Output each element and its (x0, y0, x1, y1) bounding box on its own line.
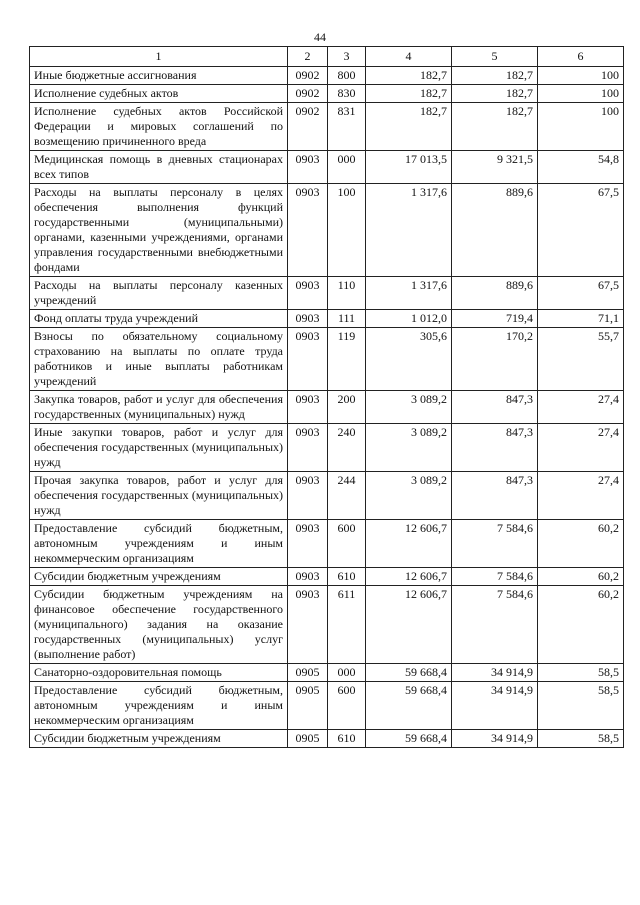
column-header: 4 (366, 47, 452, 67)
execution-percent-cell: 55,7 (538, 328, 624, 391)
table-body (30, 67, 624, 748)
table-row (30, 568, 624, 586)
plan-amount-cell: 12 606,7 (366, 520, 452, 568)
section-code-cell: 0905 (288, 682, 328, 730)
expense-type-cell: 610 (328, 730, 366, 748)
section-code-cell: 0903 (288, 568, 328, 586)
plan-amount-cell: 17 013,5 (366, 151, 452, 184)
row-name-cell: Прочая закупка товаров, работ и услуг для обеспечения государственных (муниципальных) нужд (30, 472, 288, 520)
row-name-cell: Медицинская помощь в дневных стационарах всех типов (30, 151, 288, 184)
row-name-cell: Санаторно-оздоровительная помощь (30, 664, 288, 682)
actual-amount-cell: 889,6 (452, 277, 538, 310)
table-row (30, 586, 624, 664)
expense-type-cell: 244 (328, 472, 366, 520)
row-name-cell: Предоставление субсидий бюджетным, автономным учреждениям и иным некоммерческим организациям (30, 682, 288, 730)
section-code-cell: 0903 (288, 424, 328, 472)
execution-percent-cell: 100 (538, 103, 624, 151)
section-code-cell: 0903 (288, 277, 328, 310)
execution-percent-cell: 27,4 (538, 424, 624, 472)
expense-type-cell: 600 (328, 520, 366, 568)
expense-type-cell: 110 (328, 277, 366, 310)
execution-percent-cell: 27,4 (538, 472, 624, 520)
row-name-cell: Субсидии бюджетным учреждениям на финансовое обеспечение государственного (муниципального) задания на оказание государственных (муниципальных) услуг (выполнение работ) (30, 586, 288, 664)
table-row (30, 103, 624, 151)
actual-amount-cell: 34 914,9 (452, 730, 538, 748)
table-row (30, 472, 624, 520)
execution-percent-cell: 100 (538, 85, 624, 103)
row-name-cell: Субсидии бюджетным учреждениям (30, 730, 288, 748)
actual-amount-cell: 182,7 (452, 67, 538, 85)
section-code-cell: 0905 (288, 664, 328, 682)
expense-type-cell: 611 (328, 586, 366, 664)
actual-amount-cell: 7 584,6 (452, 568, 538, 586)
section-code-cell: 0902 (288, 103, 328, 151)
row-name-cell: Предоставление субсидий бюджетным, автономным учреждениям и иным некоммерческим организациям (30, 520, 288, 568)
execution-percent-cell: 58,5 (538, 664, 624, 682)
table-row (30, 664, 624, 682)
expense-type-cell: 600 (328, 682, 366, 730)
section-code-cell: 0903 (288, 184, 328, 277)
plan-amount-cell: 59 668,4 (366, 730, 452, 748)
row-name-cell: Иные закупки товаров, работ и услуг для обеспечения государственных (муниципальных) нужд (30, 424, 288, 472)
execution-percent-cell: 27,4 (538, 391, 624, 424)
execution-percent-cell: 67,5 (538, 184, 624, 277)
execution-percent-cell: 58,5 (538, 730, 624, 748)
row-name-cell: Расходы на выплаты персоналу в целях обеспечения выполнения функций государственными (муниципальными) органами, казенными учреждениями, органами управления государственными внебюджетными фондами (30, 184, 288, 277)
expense-type-cell: 831 (328, 103, 366, 151)
table-row (30, 682, 624, 730)
budget-table (29, 46, 624, 748)
table-row (30, 424, 624, 472)
row-name-cell: Закупка товаров, работ и услуг для обеспечения государственных (муниципальных) нужд (30, 391, 288, 424)
row-name-cell: Расходы на выплаты персоналу казенных учреждений (30, 277, 288, 310)
plan-amount-cell: 1 012,0 (366, 310, 452, 328)
plan-amount-cell: 59 668,4 (366, 682, 452, 730)
row-name-cell: Фонд оплаты труда учреждений (30, 310, 288, 328)
actual-amount-cell: 34 914,9 (452, 664, 538, 682)
execution-percent-cell: 60,2 (538, 520, 624, 568)
section-code-cell: 0903 (288, 520, 328, 568)
expense-type-cell: 000 (328, 151, 366, 184)
table-row (30, 184, 624, 277)
section-code-cell: 0903 (288, 328, 328, 391)
row-name-cell: Исполнение судебных актов (30, 85, 288, 103)
actual-amount-cell: 182,7 (452, 85, 538, 103)
plan-amount-cell: 3 089,2 (366, 424, 452, 472)
column-header: 5 (452, 47, 538, 67)
actual-amount-cell: 182,7 (452, 103, 538, 151)
row-name-cell: Взносы по обязательному социальному страхованию на выплаты по оплате труда работников и иные выплаты работникам учреждений (30, 328, 288, 391)
row-name-cell: Исполнение судебных актов Российской Федерации и мировых соглашений по возмещению причиненного вреда (30, 103, 288, 151)
execution-percent-cell: 58,5 (538, 682, 624, 730)
section-code-cell: 0902 (288, 67, 328, 85)
actual-amount-cell: 719,4 (452, 310, 538, 328)
table-header-row (30, 47, 624, 67)
expense-type-cell: 240 (328, 424, 366, 472)
actual-amount-cell: 7 584,6 (452, 520, 538, 568)
expense-type-cell: 800 (328, 67, 366, 85)
expense-type-cell: 100 (328, 184, 366, 277)
plan-amount-cell: 1 317,6 (366, 184, 452, 277)
expense-type-cell: 830 (328, 85, 366, 103)
row-name-cell: Иные бюджетные ассигнования (30, 67, 288, 85)
section-code-cell: 0905 (288, 730, 328, 748)
actual-amount-cell: 9 321,5 (452, 151, 538, 184)
column-header: 6 (538, 47, 624, 67)
table-row (30, 328, 624, 391)
row-name-cell: Субсидии бюджетным учреждениям (30, 568, 288, 586)
column-header: 2 (288, 47, 328, 67)
table-row (30, 520, 624, 568)
execution-percent-cell: 100 (538, 67, 624, 85)
actual-amount-cell: 34 914,9 (452, 682, 538, 730)
section-code-cell: 0903 (288, 586, 328, 664)
table-row (30, 85, 624, 103)
execution-percent-cell: 60,2 (538, 568, 624, 586)
expense-type-cell: 200 (328, 391, 366, 424)
actual-amount-cell: 847,3 (452, 391, 538, 424)
column-header: 3 (328, 47, 366, 67)
plan-amount-cell: 182,7 (366, 103, 452, 151)
section-code-cell: 0903 (288, 391, 328, 424)
actual-amount-cell: 889,6 (452, 184, 538, 277)
table-row (30, 391, 624, 424)
plan-amount-cell: 59 668,4 (366, 664, 452, 682)
execution-percent-cell: 71,1 (538, 310, 624, 328)
expense-type-cell: 111 (328, 310, 366, 328)
plan-amount-cell: 182,7 (366, 67, 452, 85)
page-number: 44 (314, 30, 326, 44)
execution-percent-cell: 60,2 (538, 586, 624, 664)
plan-amount-cell: 305,6 (366, 328, 452, 391)
table-row (30, 310, 624, 328)
section-code-cell: 0903 (288, 472, 328, 520)
plan-amount-cell: 182,7 (366, 85, 452, 103)
table-row (30, 730, 624, 748)
plan-amount-cell: 1 317,6 (366, 277, 452, 310)
plan-amount-cell: 12 606,7 (366, 586, 452, 664)
column-header: 1 (30, 47, 288, 67)
table-row (30, 67, 624, 85)
expense-type-cell: 610 (328, 568, 366, 586)
actual-amount-cell: 847,3 (452, 424, 538, 472)
table-row (30, 151, 624, 184)
execution-percent-cell: 54,8 (538, 151, 624, 184)
actual-amount-cell: 7 584,6 (452, 586, 538, 664)
execution-percent-cell: 67,5 (538, 277, 624, 310)
expense-type-cell: 000 (328, 664, 366, 682)
plan-amount-cell: 3 089,2 (366, 472, 452, 520)
actual-amount-cell: 847,3 (452, 472, 538, 520)
section-code-cell: 0903 (288, 310, 328, 328)
section-code-cell: 0903 (288, 151, 328, 184)
expense-type-cell: 119 (328, 328, 366, 391)
plan-amount-cell: 3 089,2 (366, 391, 452, 424)
actual-amount-cell: 170,2 (452, 328, 538, 391)
table-row (30, 277, 624, 310)
plan-amount-cell: 12 606,7 (366, 568, 452, 586)
section-code-cell: 0902 (288, 85, 328, 103)
